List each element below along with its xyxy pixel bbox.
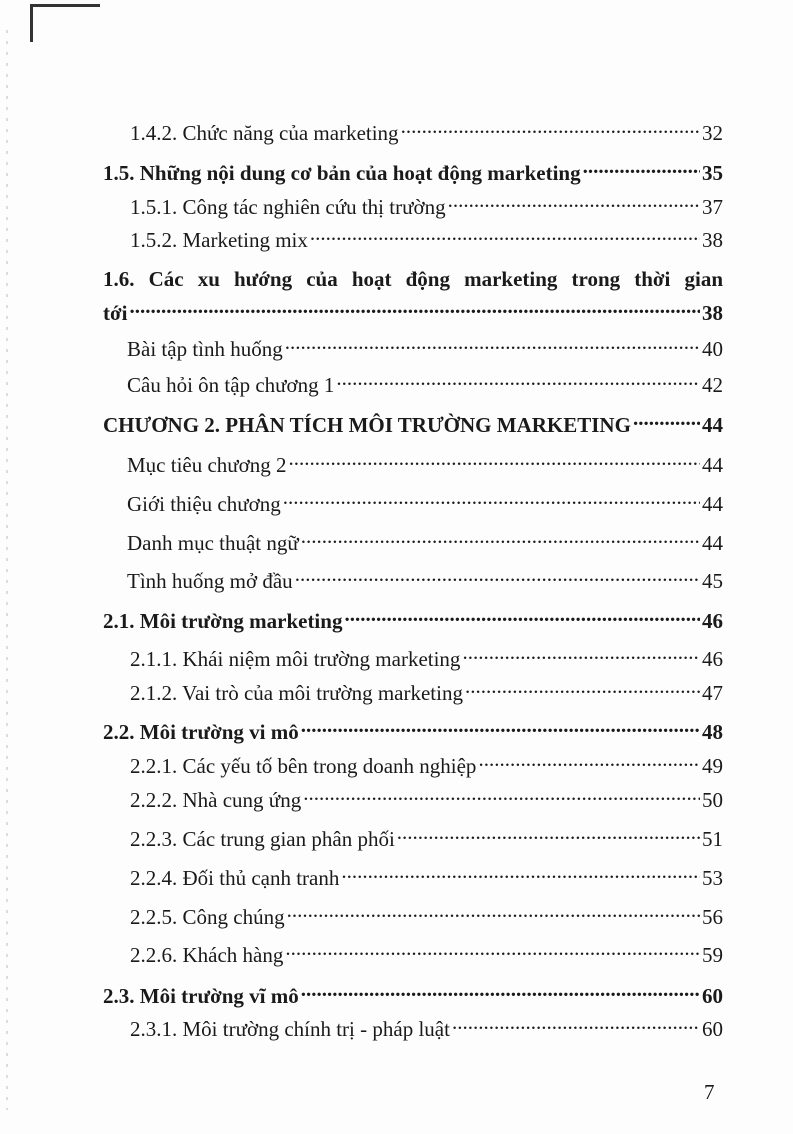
- toc-entry-label: 2.3. Môi trường vĩ mô: [103, 984, 299, 1008]
- toc-entry-label: 1.5. Những nội dung cơ bản của hoạt động marketing: [103, 161, 581, 185]
- toc-entry: [130, 786, 723, 814]
- toc-entry-page: 56: [702, 905, 723, 929]
- toc-entry-page: 50: [702, 788, 723, 812]
- toc-entry-page: 49: [702, 754, 723, 778]
- toc-entry-page: 59: [702, 943, 723, 967]
- toc-leader-dots: [289, 452, 700, 472]
- toc-entry: [130, 903, 723, 931]
- toc-entry-label: 2.2. Môi trường vi mô: [103, 720, 299, 744]
- toc-leader-dots: [285, 942, 700, 962]
- toc-entry-label: 2.1.2. Vai trò của môi trường marketing: [130, 681, 463, 705]
- toc-leader-dots: [401, 120, 700, 140]
- toc-entry: [130, 645, 723, 673]
- toc-leader-dots: [301, 530, 700, 550]
- toc-entry-label: 2.2.5. Công chúng: [130, 905, 285, 929]
- toc-entry: [127, 529, 723, 557]
- toc-entry-page: 44: [702, 453, 723, 477]
- toc-entry-label: 2.1.1. Khái niệm môi trường marketing: [130, 647, 461, 671]
- toc-section-entry: [103, 718, 723, 746]
- toc-entry-label: 2.2.3. Các trung gian phân phối: [130, 827, 395, 851]
- toc-entry-label: tới: [103, 301, 128, 325]
- toc-entry-label: 2.1. Môi trường marketing: [103, 609, 343, 633]
- toc-leader-dots: [310, 227, 700, 247]
- toc-entry: [130, 752, 723, 780]
- corner-crop-mark: [30, 4, 100, 7]
- corner-crop-mark-vertical: [30, 4, 33, 42]
- toc-entry-page: 60: [702, 984, 723, 1008]
- toc-entry-page: 48: [702, 720, 723, 744]
- toc-section-entry: [103, 607, 723, 635]
- toc-entry-label: 1.5.1. Công tác nghiên cứu thị trường: [130, 195, 446, 219]
- toc-entry: [130, 119, 723, 147]
- toc-entry-page: 45: [702, 569, 723, 593]
- toc-entry: [127, 371, 723, 399]
- toc-leader-dots: [285, 336, 700, 356]
- toc-entry-label: Tình huống mở đầu: [127, 569, 293, 593]
- toc-entry-label: 1.4.2. Chức năng của marketing: [130, 121, 399, 145]
- toc-entry-page: 44: [702, 531, 723, 555]
- toc-entry-label: 2.2.2. Nhà cung ứng: [130, 788, 302, 812]
- toc-entry-page: 37: [702, 195, 723, 219]
- toc-entry-label: 2.2.6. Khách hàng: [130, 943, 284, 967]
- scan-edge: [6, 30, 8, 1110]
- toc-leader-dots: [344, 608, 700, 628]
- toc-leader-dots: [397, 826, 700, 846]
- toc-entry-label: 1.5.2. Marketing mix: [130, 228, 308, 252]
- toc-entry: [127, 490, 723, 518]
- toc-section-entry: [103, 982, 723, 1010]
- toc-entry-label: CHƯƠNG 2. PHÂN TÍCH MÔI TRƯỜNG MARKETING: [103, 413, 631, 437]
- toc-entry-page: 40: [702, 337, 723, 361]
- toc-leader-dots: [478, 753, 700, 773]
- toc-entry-page: 35: [702, 161, 723, 185]
- toc-entry: [127, 335, 723, 363]
- toc-entry: [130, 941, 723, 969]
- toc-entry-page: 38: [702, 228, 723, 252]
- toc-entry-label: Mục tiêu chương 2: [127, 453, 287, 477]
- toc-entry-label: Giới thiệu chương: [127, 492, 281, 516]
- toc-entry: [127, 567, 723, 595]
- toc-entry: [130, 825, 723, 853]
- toc-entry-page: 32: [702, 121, 723, 145]
- toc-leader-dots: [633, 412, 700, 432]
- toc-chapter-entry: [103, 411, 723, 439]
- toc-entry-page: 46: [702, 609, 723, 633]
- toc-entry: [130, 679, 723, 707]
- toc-entry-page: 53: [702, 866, 723, 890]
- toc-leader-dots: [583, 160, 700, 180]
- toc-entry-page: 44: [702, 413, 723, 437]
- toc-leader-dots: [283, 491, 700, 511]
- toc-section-entry: [103, 159, 723, 187]
- toc-leader-dots: [336, 372, 700, 392]
- toc-entry: [130, 1015, 723, 1043]
- toc-leader-dots: [303, 787, 700, 807]
- toc-leader-dots: [448, 194, 700, 214]
- toc-entry-page: 47: [702, 681, 723, 705]
- toc-leader-dots: [301, 719, 700, 739]
- toc-leader-dots: [462, 646, 700, 666]
- toc-entry-page: 60: [702, 1017, 723, 1041]
- toc-entry-page: 42: [702, 373, 723, 397]
- toc-entry-page: 38: [702, 301, 723, 325]
- toc-entry: [130, 193, 723, 221]
- toc-entry-label: Bài tập tình huống: [127, 337, 283, 361]
- toc-leader-dots: [452, 1016, 700, 1036]
- toc-entry: [130, 226, 723, 254]
- toc-entry-label: Câu hỏi ôn tập chương 1: [127, 373, 335, 397]
- toc-leader-dots: [301, 983, 700, 1003]
- toc-leader-dots: [287, 904, 700, 924]
- toc-section-title-line1: 1.6. Các xu hướng của hoạt động marketing trong thời gian: [103, 267, 723, 291]
- toc-entry-label: 2.2.4. Đối thủ cạnh tranh: [130, 866, 340, 890]
- toc-entry-label: Danh mục thuật ngữ: [127, 531, 299, 555]
- toc-entry: [127, 451, 723, 479]
- toc-leader-dots: [341, 865, 700, 885]
- toc-entry-label: 2.3.1. Môi trường chính trị - pháp luật: [130, 1017, 450, 1041]
- toc-entry: [130, 864, 723, 892]
- toc-entry-page: 51: [702, 827, 723, 851]
- toc-leader-dots: [295, 568, 700, 588]
- toc-entry-label: 2.2.1. Các yếu tố bên trong doanh nghiệp: [130, 754, 477, 778]
- toc-section-entry: [103, 299, 723, 327]
- page-number: 7: [704, 1080, 715, 1104]
- toc-entry-page: 46: [702, 647, 723, 671]
- toc-leader-dots: [129, 300, 700, 320]
- toc-leader-dots: [465, 680, 700, 700]
- toc-entry-page: 44: [702, 492, 723, 516]
